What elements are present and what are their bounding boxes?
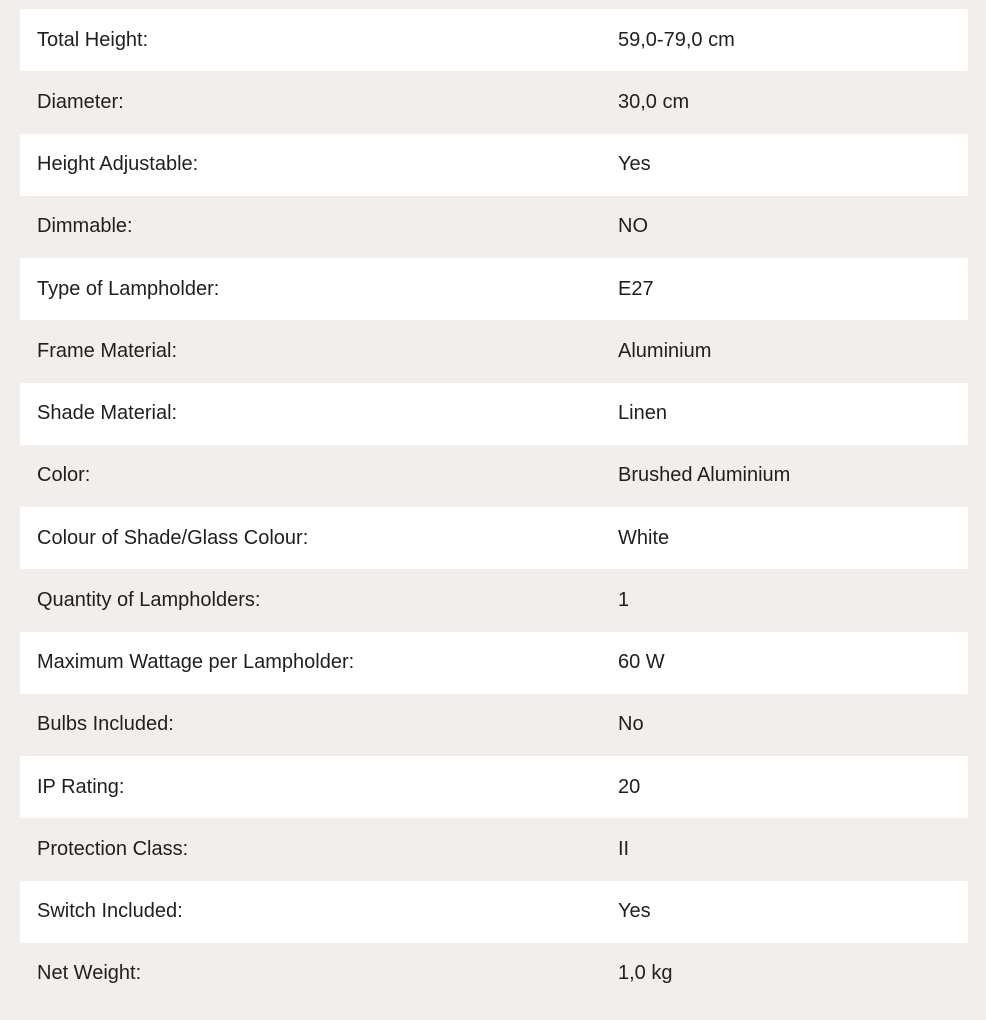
spec-value: 59,0-79,0 cm	[618, 28, 735, 51]
spec-label: Colour of Shade/Glass Colour:	[37, 526, 309, 549]
spec-row-protection-class	[20, 818, 968, 880]
spec-row-lampholder-type	[20, 258, 968, 320]
spec-row-total-height	[20, 9, 968, 71]
spec-value: Yes	[618, 900, 651, 923]
spec-row-color	[20, 445, 968, 507]
spec-label: Height Adjustable:	[37, 153, 199, 176]
spec-row-frame-material	[20, 320, 968, 382]
spec-value: White	[618, 526, 670, 549]
spec-value: 20	[618, 775, 641, 798]
spec-row-dimmable	[20, 196, 968, 258]
spec-label: Bulbs Included:	[37, 713, 174, 736]
spec-value: 1,0 kg	[618, 962, 673, 985]
spec-value: 30,0 cm	[618, 90, 690, 113]
spec-label: IP Rating:	[37, 775, 125, 798]
spec-label: Frame Material:	[37, 339, 178, 362]
spec-row-height-adjustable	[20, 134, 968, 196]
spec-row-diameter	[20, 71, 968, 133]
spec-label: Switch Included:	[37, 900, 183, 923]
spec-value: 60 W	[618, 651, 665, 674]
spec-label: Quantity of Lampholders:	[37, 588, 261, 611]
spec-value: 1	[618, 588, 630, 611]
spec-value: II	[618, 837, 630, 860]
spec-label: Protection Class:	[37, 837, 189, 860]
spec-label: Maximum Wattage per Lampholder:	[37, 651, 355, 674]
spec-row-lampholder-quantity	[20, 569, 968, 631]
spec-row-net-weight	[20, 943, 968, 1005]
spec-row-shade-material	[20, 383, 968, 445]
spec-value: Linen	[618, 402, 667, 425]
spec-row-max-wattage	[20, 632, 968, 694]
spec-value: Aluminium	[618, 339, 712, 362]
specifications-table	[20, 9, 968, 1005]
spec-label: Type of Lampholder:	[37, 277, 220, 300]
spec-label: Color:	[37, 464, 91, 487]
spec-label: Net Weight:	[37, 962, 142, 985]
spec-row-ip-rating	[20, 756, 968, 818]
spec-row-shade-colour	[20, 507, 968, 569]
spec-row-switch-included	[20, 881, 968, 943]
spec-value: E27	[618, 277, 654, 300]
spec-label: Total Height:	[37, 28, 149, 51]
spec-value: No	[618, 713, 644, 736]
spec-value: NO	[618, 215, 648, 238]
spec-label: Shade Material:	[37, 402, 178, 425]
spec-value: Brushed Aluminium	[618, 464, 791, 487]
spec-value: Yes	[618, 153, 651, 176]
spec-row-bulbs-included	[20, 694, 968, 756]
spec-label: Dimmable:	[37, 215, 133, 238]
spec-label: Diameter:	[37, 90, 124, 113]
